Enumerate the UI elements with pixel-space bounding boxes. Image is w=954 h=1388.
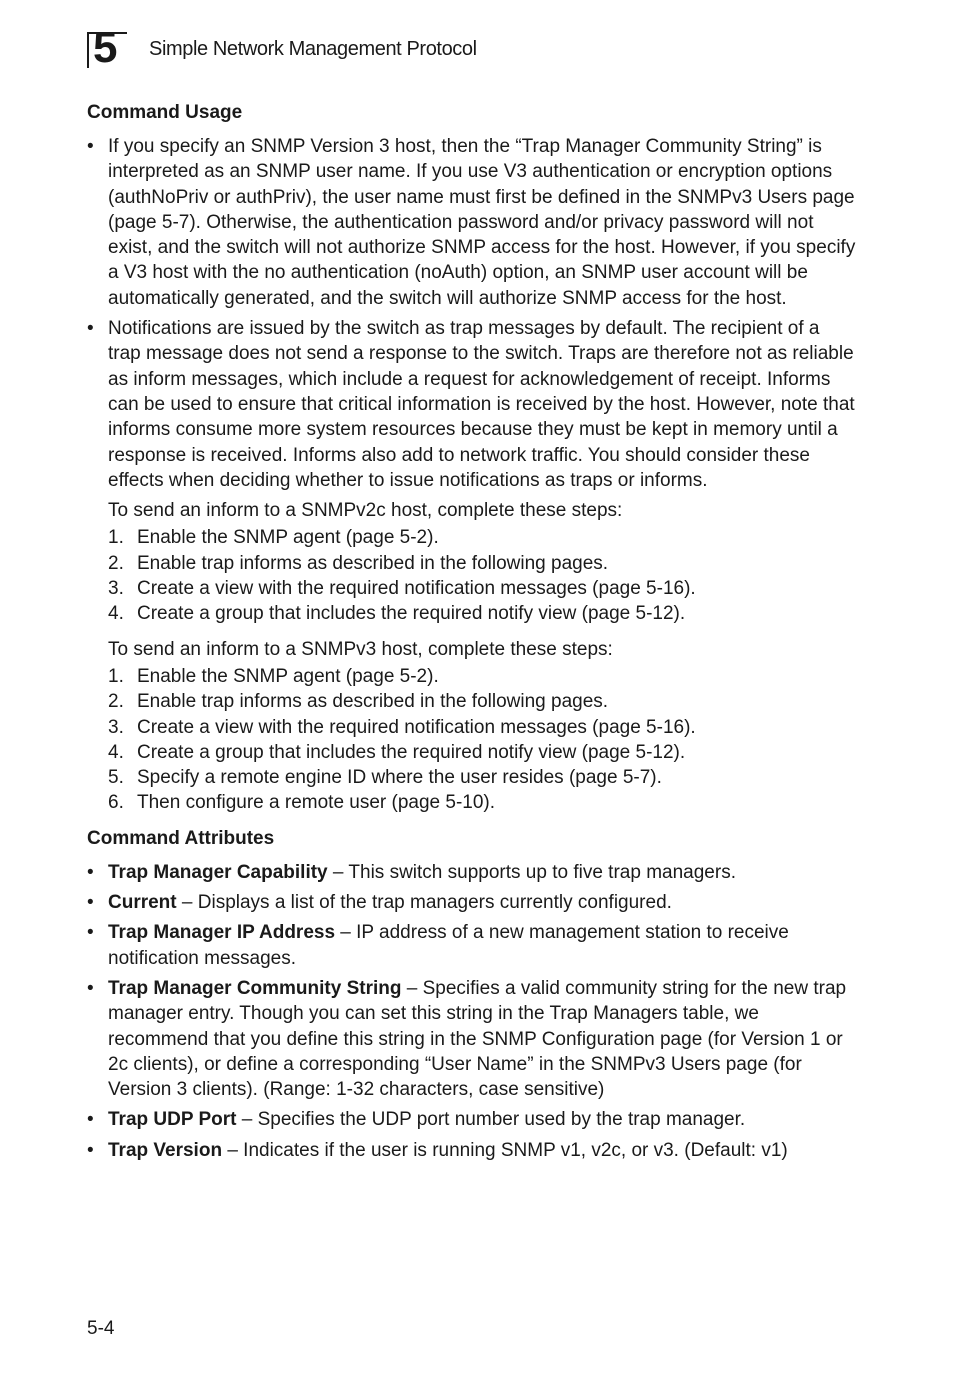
command-attributes-heading: Command Attributes [87,827,275,849]
page-number: 5-4 [87,1318,115,1339]
step-text: Create a group that includes the required notify view (page 5-12). [137,741,686,763]
attribute-description: – IP address of a new management station to receive notification messages. [108,922,789,969]
step-text: Create a view with the required notification messages (page 5-16). [137,578,696,600]
step-text: Create a group that includes the required notify view (page 5-12). [137,603,686,625]
attribute-item [87,1107,857,1132]
bullet-icon: • [87,136,94,157]
step-number: 4. [108,603,124,625]
step-item [87,664,857,689]
step-item [87,576,857,601]
step-item [87,551,857,576]
v2c-steps [87,525,857,626]
step-number: 2. [108,552,124,574]
step-item [87,790,857,815]
running-title: Simple Network Management Protocol [149,38,477,60]
attribute-term: Trap Version [108,1139,223,1161]
attribute-description: – Specifies the UDP port number used by the trap manager. [236,1109,746,1131]
step-number: 1. [108,527,124,549]
attribute-term: Trap Manager Capability [108,861,328,883]
step-number: 5. [108,767,124,789]
attribute-term: Trap Manager IP Address [108,922,336,944]
step-item [87,715,857,740]
attribute-term: Trap UDP Port [108,1109,237,1131]
command-attributes-list [87,860,857,1163]
bullet-icon: • [87,977,94,999]
usage-bullet-text: Notifications are issued by the switch as trap messages by default. The recipient of a trap message does not send a response to the switch. Traps are therefore not as reliable as inform messages, which include a request for acknowledgement of receipt. Informs can be used to ensure that critical information is received by the host. However, note that informs consume more system resources because they must be kept in memory until a response is received. Informs also add to network traffic. You should consider these effects when deciding whether to issue notifications as traps or informs. [108,318,855,491]
command-usage-heading: Command Usage [87,102,243,123]
usage-bullet-text: If you specify an SNMP Version 3 host, then the “Trap Manager Community String” is interpreted as an SNMP user name. If you use V3 authentication or encryption options (authNoPriv or authPriv), the user name must first be defined in the SNMPv3 Users page (page 5-7). Otherwise, the authentication password and/or privacy password will not exist, and the switch will not authorize SNMP access for the host. However, if you specify a V3 host with the no authentication (noAuth) option, an SNMP user account will be automatically generated, and the switch will authorize SNMP access for the host. [108,136,856,309]
step-number: 1. [108,665,124,687]
attribute-item [87,976,857,1102]
bullet-icon: • [87,1109,94,1131]
bullet-icon: • [87,861,94,883]
step-item [87,765,857,790]
attribute-item [87,890,857,915]
page-content [87,100,857,1168]
step-item [87,601,857,626]
bullet-icon: • [87,1139,94,1161]
bullet-icon: • [87,318,94,340]
step-number: 6. [108,792,124,814]
command-usage-list [87,134,857,493]
chapter-number: 5 [93,23,118,72]
attribute-term: Current [108,892,177,914]
v3-intro: To send an inform to a SNMPv3 host, complete these steps: [108,638,613,660]
step-text: Create a view with the required notification messages (page 5-16). [137,716,696,738]
usage-bullet [87,316,857,493]
attribute-term: Trap Manager Community String [108,977,402,999]
attribute-description: – Displays a list of the trap managers currently configured. [176,892,672,914]
bullet-icon: • [87,892,94,914]
v2c-intro: To send an inform to a SNMPv2c host, complete these steps: [108,500,623,522]
step-item [87,689,857,714]
attribute-description: – Indicates if the user is running SNMP v1, v2c, or v3. (Default: v1) [222,1139,788,1161]
step-number: 4. [108,741,124,763]
bullet-icon: • [87,922,94,944]
step-text: Enable the SNMP agent (page 5-2). [137,665,439,687]
attribute-item [87,1138,857,1163]
step-text: Then configure a remote user (page 5-10). [137,792,496,814]
step-item [87,740,857,765]
usage-bullet [87,134,857,311]
attribute-description: – Specifies a valid community string for the new trap manager entry. Though you can set this string in the Trap Managers table, we recommend that you define this string in the SNMP Configuration page (for Version 1 or 2c clients), or define a corresponding “User Name” in the SNMPv3 Users page (for Version 3 clients). (Range: 1-32 characters, case sensitive) [108,977,847,1101]
step-number: 3. [108,578,124,600]
step-number: 2. [108,691,124,713]
step-number: 3. [108,716,124,738]
attribute-description: – This switch supports up to five trap managers. [327,861,736,883]
step-item [87,525,857,550]
attribute-item [87,920,857,971]
step-text: Enable trap informs as described in the following pages. [137,691,609,713]
step-text: Enable trap informs as described in the following pages. [137,552,609,574]
step-text: Enable the SNMP agent (page 5-2). [137,527,439,549]
attribute-item [87,860,857,885]
v3-steps [87,664,857,816]
step-text: Specify a remote engine ID where the user resides (page 5-7). [137,767,662,789]
